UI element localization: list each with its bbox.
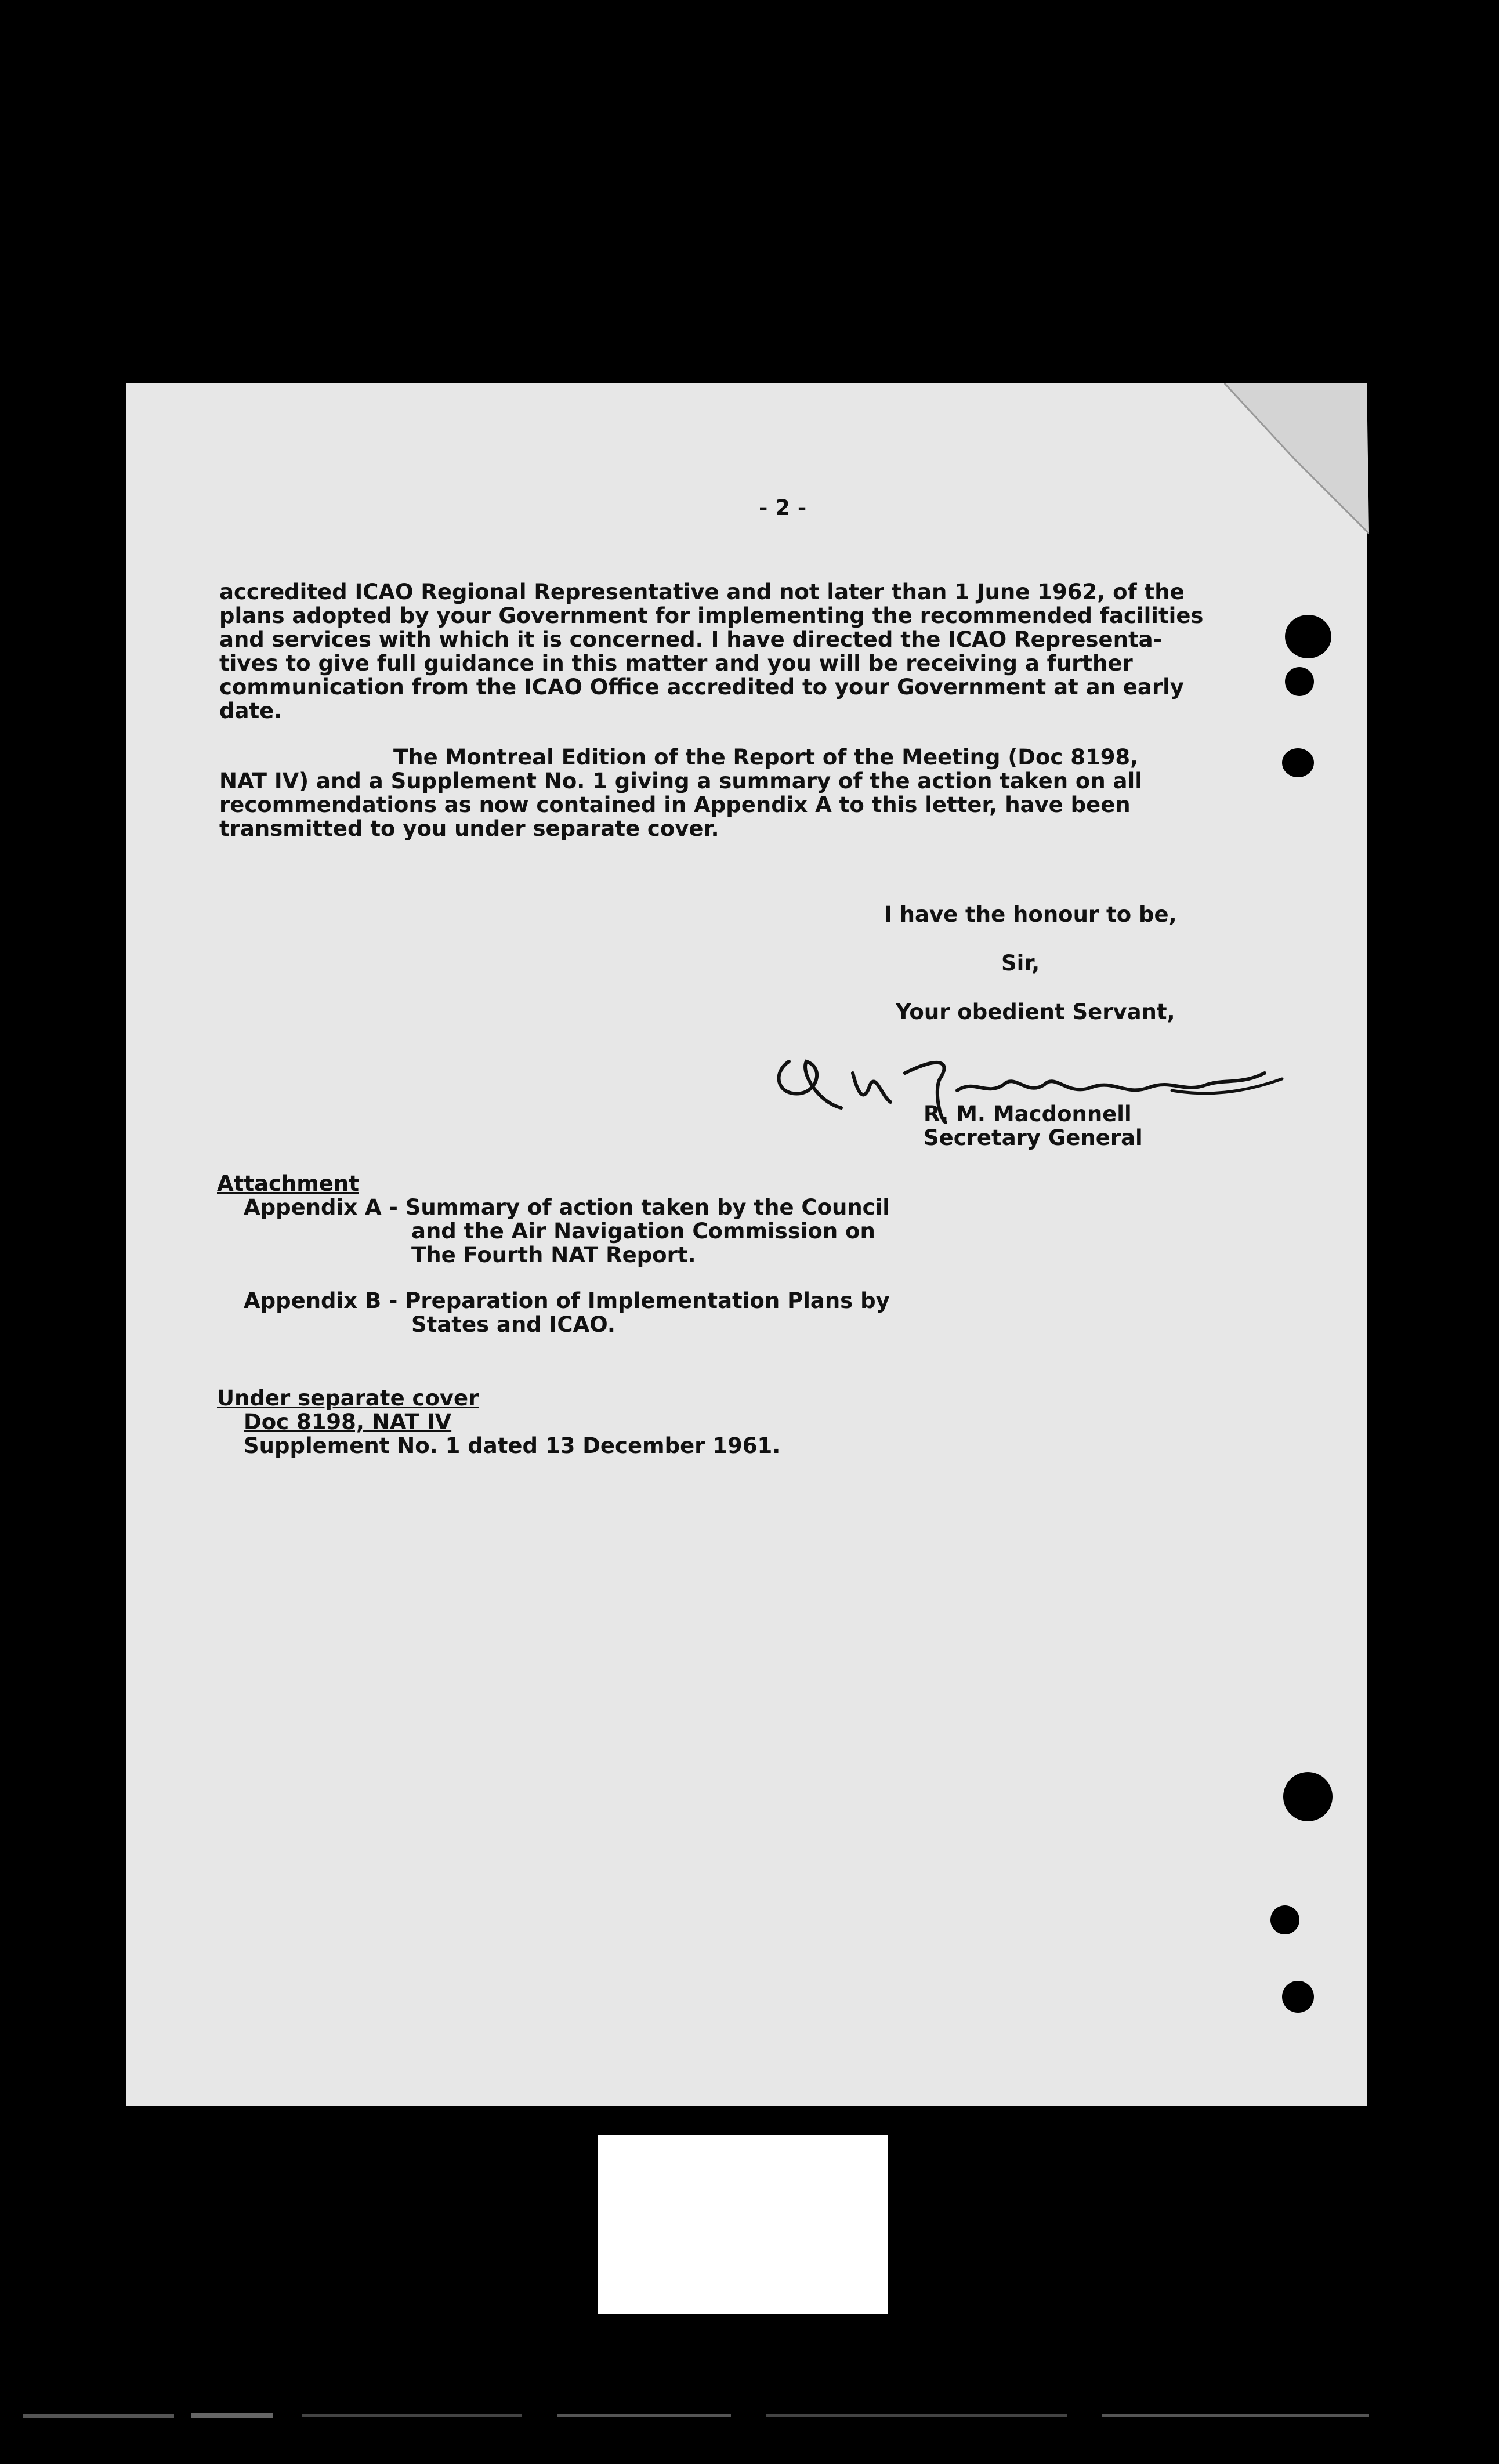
closing-line-3: Your obedient Servant,	[896, 999, 1175, 1024]
appendix-b-entry	[244, 1289, 890, 1336]
binder-hole	[1285, 667, 1314, 696]
page-number: - 2 -	[759, 495, 807, 520]
separate-cover-heading: Under separate cover	[217, 1386, 479, 1411]
signatory-title: Secretary General	[924, 1125, 1143, 1150]
binder-hole	[1285, 615, 1331, 658]
binder-hole	[1282, 748, 1314, 777]
appendix-a-label: Appendix A -	[244, 1195, 398, 1220]
text-line: date.	[219, 698, 283, 723]
text-line: and services with which it is concerned. I have directed the ICAO Representa-	[219, 627, 1162, 652]
text-line: The Fourth NAT Report.	[411, 1242, 696, 1267]
blank-label-box	[598, 2135, 888, 2314]
text-line: plans adopted by your Government for implementing the recommended facilities	[219, 603, 1204, 628]
closing-line-2: Sir,	[1001, 951, 1040, 976]
paragraph-2	[219, 745, 1142, 840]
paragraph-1	[219, 580, 1203, 723]
text-line: transmitted to you under separate cover.	[219, 816, 719, 841]
closing-salutation	[884, 890, 1177, 1037]
text-line: Preparation of Implementation Plans by	[405, 1288, 890, 1313]
text-line: States and ICAO.	[411, 1312, 615, 1337]
scan-edge-noise	[0, 2407, 1499, 2425]
appendix-b-line-1	[244, 1289, 890, 1313]
binder-hole	[1282, 1981, 1314, 2013]
signatory-name: R. M. Macdonnell	[924, 1101, 1132, 1126]
binder-hole	[1283, 1772, 1333, 1821]
separate-cover-doc: Doc 8198, NAT IV	[244, 1409, 452, 1434]
appendix-a-line-1	[217, 1195, 890, 1219]
text-line: tives to give full guidance in this matter and you will be receiving a further	[219, 651, 1133, 676]
folded-corner	[1224, 383, 1369, 534]
signature-block	[924, 1102, 1143, 1150]
text-line: Summary of action taken by the Council	[405, 1195, 890, 1220]
text-line: accredited ICAO Regional Representative and not later than 1 June 1962, of the	[219, 579, 1185, 604]
text-line: NAT IV) and a Supplement No. 1 giving a summary of the action taken on all	[219, 769, 1142, 793]
text-line: communication from the ICAO Office accredited to your Government at an early	[219, 675, 1184, 700]
text-line: The Montreal Edition of the Report of the Meeting (Doc 8198,	[393, 745, 1139, 770]
text-line: recommendations as now contained in Appendix A to this letter, have been	[219, 792, 1131, 817]
text-line: and the Air Navigation Commission on	[411, 1219, 875, 1244]
separate-cover-supplement: Supplement No. 1 dated 13 December 1961.	[244, 1433, 781, 1458]
attachment-section	[217, 1172, 890, 1267]
appendix-b-label: Appendix B -	[244, 1288, 398, 1313]
attachment-heading: Attachment	[217, 1171, 359, 1196]
separate-cover-section	[217, 1386, 780, 1458]
closing-line-1: I have the honour to be,	[884, 902, 1177, 927]
binder-hole	[1270, 1905, 1299, 1934]
